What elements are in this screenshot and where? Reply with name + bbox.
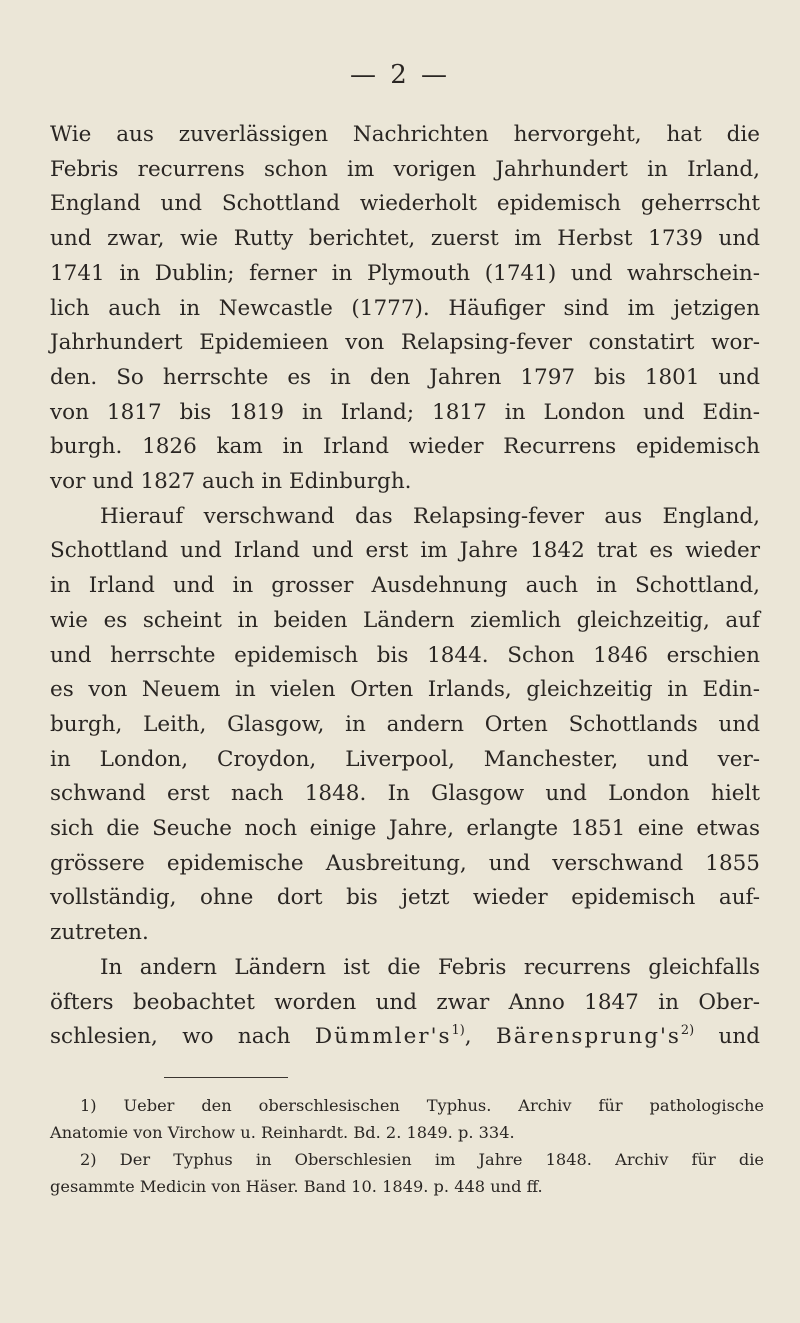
text-line (50, 1020, 760, 1055)
text-line: England und Schottland wiederholt epidemisch geherrscht (50, 191, 760, 217)
text-line: schwand erst nach 1848. In Glasgow und London hielt (50, 781, 760, 807)
text-line: den. So herrschte es in den Jahren 1797 bis 1801 und (50, 364, 760, 390)
footnote-2 (50, 1146, 764, 1200)
text-line: burgh. 1826 kam in Irland wieder Recurrens epidemisch (50, 434, 760, 460)
paragraph-2 (50, 500, 760, 951)
text-line: Jahrhundert Epidemieen von Relapsing-fever constatirt wor- (50, 330, 760, 356)
text-line: und zwar, wie Rutty berichtet, zuerst im Herbst 1739 und (50, 226, 760, 252)
footnote-ref: 2) (680, 1023, 695, 1039)
text-line: und herrschte epidemisch bis 1844. Schon 1846 erschien (50, 642, 760, 668)
page-number: — 2 — (349, 60, 451, 90)
text-line: Hierauf verschwand das Relapsing-fever aus England, (100, 503, 760, 529)
text-line: Schottland und Irland und erst im Jahre 1842 trat es wieder (50, 538, 760, 564)
text-line: vor und 1827 auch in Edinburgh. (50, 469, 412, 495)
text-line: von 1817 bis 1819 in Irland; 1817 in London und Edin- (50, 399, 760, 425)
text-line: zutreten. (50, 920, 149, 946)
paragraph-3 (50, 951, 760, 1055)
footnote-line: gesammte Medicin von Häser. Band 10. 1849. p. 448 und ff. (50, 1177, 543, 1196)
text-line: Febris recurrens schon im vorigen Jahrhundert in Irland, (50, 156, 760, 182)
text-line: 1741 in Dublin; ferner in Plymouth (1741) und wahrschein- (50, 260, 760, 286)
text-run: , (464, 1024, 496, 1050)
footnote-line: Anatomie von Virchow u. Reinhardt. Bd. 2. 1849. p. 334. (50, 1123, 515, 1142)
author-name: Bärensprung's (495, 1024, 681, 1050)
text-line: öfters beobachtet worden und zwar Anno 1847 in Ober- (50, 989, 760, 1015)
author-name: Dümmler's (314, 1024, 452, 1050)
footnote-ref: 1) (451, 1023, 465, 1039)
text-line: burgh, Leith, Glasgow, in andern Orten Schottlands und (50, 711, 760, 737)
text-line: vollständig, ohne dort bis jetzt wieder epidemisch auf- (50, 885, 760, 911)
text-line: In andern Ländern ist die Febris recurrens gleichfalls (100, 954, 760, 980)
footnote-1 (50, 1092, 764, 1146)
text-run: schlesien, wo nach (50, 1024, 315, 1050)
footnote-line: 1) Ueber den oberschlesischen Typhus. Archiv für pathologische (80, 1096, 764, 1115)
footnotes (50, 1092, 764, 1200)
text-run: und (694, 1024, 760, 1050)
text-line: wie es scheint in beiden Ländern ziemlich gleichzeitig, auf (50, 607, 760, 633)
body-text (50, 118, 760, 1055)
text-line: in London, Croydon, Liverpool, Manchester, und ver- (50, 746, 760, 772)
text-line: es von Neuem in vielen Orten Irlands, gleichzeitig in Edin- (50, 677, 760, 703)
paragraph-1 (50, 118, 760, 500)
text-line: sich die Seuche noch einige Jahre, erlangte 1851 eine etwas (50, 816, 760, 842)
footnote-line: 2) Der Typhus in Oberschlesien im Jahre 1848. Archiv für die (80, 1150, 764, 1169)
text-line: lich auch in Newcastle (1777). Häufiger sind im jetzigen (50, 295, 760, 321)
footnote-separator (164, 1077, 288, 1078)
text-line: in Irland und in grosser Ausdehnung auch in Schottland, (50, 573, 760, 599)
text-line: Wie aus zuverlässigen Nachrichten hervorgeht, hat die (50, 122, 760, 147)
text-line: grössere epidemische Ausbreitung, und verschwand 1855 (50, 850, 760, 876)
